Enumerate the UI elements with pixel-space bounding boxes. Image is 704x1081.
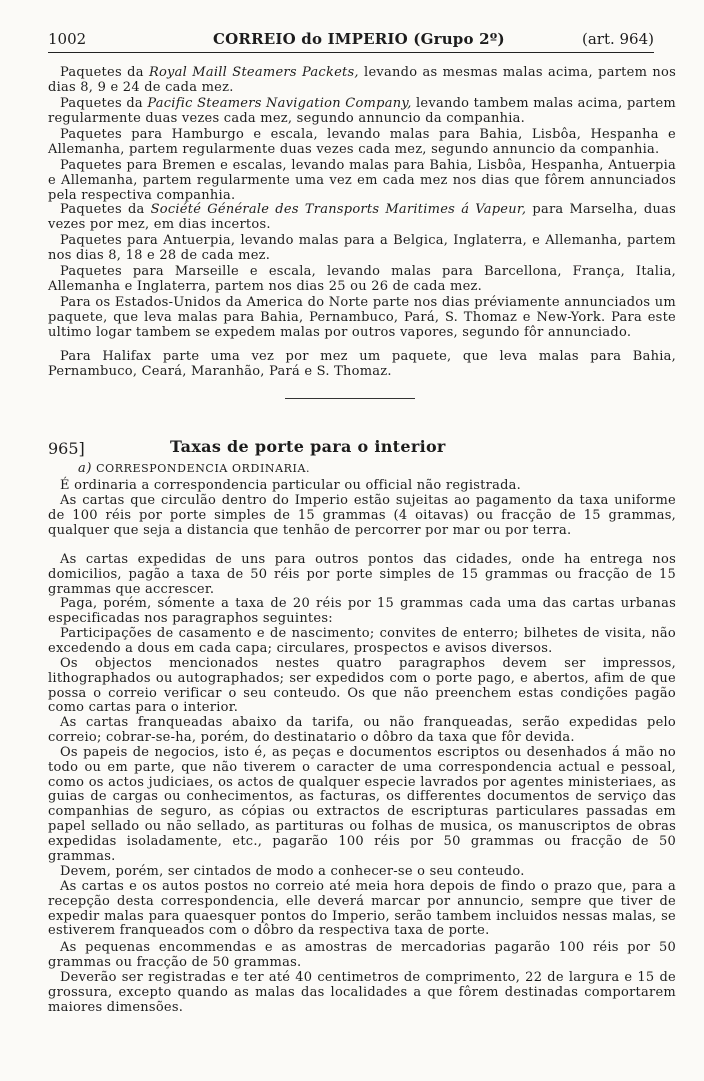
paragraph: Paquetes para Bremen e escalas, levando malas para Bahia, Lisbôa, Hespanha, Antuerpia e Allemanha, partem regularmente uma vez em cada mez nos dias que fôrem annunciados pela respectiva companhia. xyxy=(48,158,676,203)
paragraph: Devem, porém, ser cintados de modo a conhecer-se o seu conteudo. xyxy=(60,864,525,879)
paragraph: Paquetes da Pacific Steamers Navigation Company, levando tambem malas acima, partem regularmente duas vezes cada mez, segundo annuncio da companhia. xyxy=(48,96,676,126)
subsection-title: CORRESPONDENCIA ORDINARIA. xyxy=(96,462,311,475)
paragraph: Paquetes para Marseille e escala, levando malas para Barcellona, França, Italia, Allemanha e Inglaterra, partem nos dias 25 ou 26 de cada mez. xyxy=(48,264,676,294)
section-divider xyxy=(285,398,415,399)
paragraph: As cartas e os autos postos no correio até meia hora depois de findo o prazo que, para a recepção desta correspondencia, elle deverá marcar por annuncio, sempre que tiver de expedir malas para quaesquer pontos do Imperio, serão tambem incluidos nessas malas, se estiverem franqueados com o dôbro da respectiva taxa de porte. xyxy=(48,879,676,939)
paragraph: Paquetes para Antuerpia, levando malas para a Belgica, Inglaterra, e Allemanha, partem nos dias 8, 18 e 28 de cada mez. xyxy=(48,233,676,263)
paragraph: Os objectos mencionados nestes quatro paragraphos devem ser impressos, lithographados ou autographados; ser expedidos com o porte pago, e abertos, afim de que possa o correio verificar o seu conteudo. Os que não preenchem estas condições pagão como cartas para o interior. xyxy=(48,656,676,716)
page-header xyxy=(48,28,654,53)
paragraph: Paquetes da Société Générale des Transports Maritimes á Vapeur, para Marselha, duas vezes por mez, em dias incertos. xyxy=(48,202,676,232)
article-reference: (art. 964) xyxy=(581,30,654,48)
paragraph: As cartas que circulão dentro do Imperio estão sujeitas ao pagamento da taxa uniforme de 100 réis por porte simples de 15 grammas (4 oitavas) ou fracção de 15 grammas, qualquer que seja a distancia que tenhão de percorrer por mar ou por terra. xyxy=(48,493,676,538)
running-title: CORREIO do IMPERIO (Grupo 2º) xyxy=(213,30,505,48)
paragraph: Paquetes para Hamburgo e escala, levando malas para Bahia, Lisbôa, Hespanha e Allemanha, partem regularmente duas vezes cada mez, segundo annuncio da companhia. xyxy=(48,127,676,157)
paragraph: As cartas franqueadas abaixo da tarifa, ou não franqueadas, serão expedidas pelo correio; cobrar-se-ha, porém, do destinatario o dôbro da taxa que fôr devida. xyxy=(48,715,676,745)
subsection-heading xyxy=(78,461,310,476)
paragraph: Participações de casamento e de nascimento; convites de enterro; bilhetes de visita, não excedendo a dous em cada capa; circulares, prospectos e avisos diversos. xyxy=(48,626,676,656)
subsection-letter: a) xyxy=(78,461,93,476)
paragraph: Para Halifax parte uma vez por mez um paquete, que leva malas para Bahia, Pernambuco, Ceará, Maranhão, Pará e S. Thomaz. xyxy=(48,349,676,379)
paragraph: Deverão ser registradas e ter até 40 centimetros de comprimento, 22 de largura e 15 de grossura, excepto quando as malas das localidades a que fôrem destinadas comportarem maiores dimensões. xyxy=(48,970,676,1015)
paragraph: As cartas expedidas de uns para outros pontos das cidades, onde ha entrega nos domicilios, pagão a taxa de 50 réis por porte simples de 15 grammas ou fracção de 15 grammas que accrescer. xyxy=(48,552,676,597)
paragraph: É ordinaria a correspondencia particular ou official não registrada. xyxy=(60,478,522,493)
paragraph: Paga, porém, sómente a taxa de 20 réis por 15 grammas cada uma das cartas urbanas especificadas nos paragraphos seguintes: xyxy=(48,596,676,626)
paragraph: Os papeis de negocios, isto é, as peças e documentos escriptos ou desenhados á mão no todo ou em parte, que não tiverem o caracter de uma correspondencia actual e pessoal, como os actos judiciaes, os actos de qualquer especie lavrados por agentes ministeriaes, as guias de cargas ou conhecimentos, as facturas, os differentes documentos de serviço das companhias de seguro, as cópias ou extractos de escripturas particulares passadas em papel sellado ou não sellado, as partituras ou folhas de musica, os manuscriptos de obras expedidas isoladamente, etc., pagarão 100 réis por 50 grammas ou fracção de 50 grammas. xyxy=(48,745,676,864)
page-number: 1002 xyxy=(48,30,87,48)
paragraph: Para os Estados-Unidos da America do Norte parte nos dias préviamente annunciados um paquete, que leva malas para Bahia, Pernambuco, Pará, S. Thomaz e New-York. Para este ultimo logar tambem se expedem malas por outros vapores, segundo fôr annunciado. xyxy=(48,295,676,340)
paragraph: As pequenas encommendas e as amostras de mercadorias pagarão 100 réis por 50 grammas ou fracção de 50 grammas. xyxy=(48,940,676,970)
section-number: 965] xyxy=(48,439,85,458)
section-title: Taxas de porte para o interior xyxy=(170,437,446,456)
paragraph: Paquetes da Royal Maill Steamers Packets, levando as mesmas malas acima, partem nos dias 8, 9 e 24 de cada mez. xyxy=(48,65,677,95)
